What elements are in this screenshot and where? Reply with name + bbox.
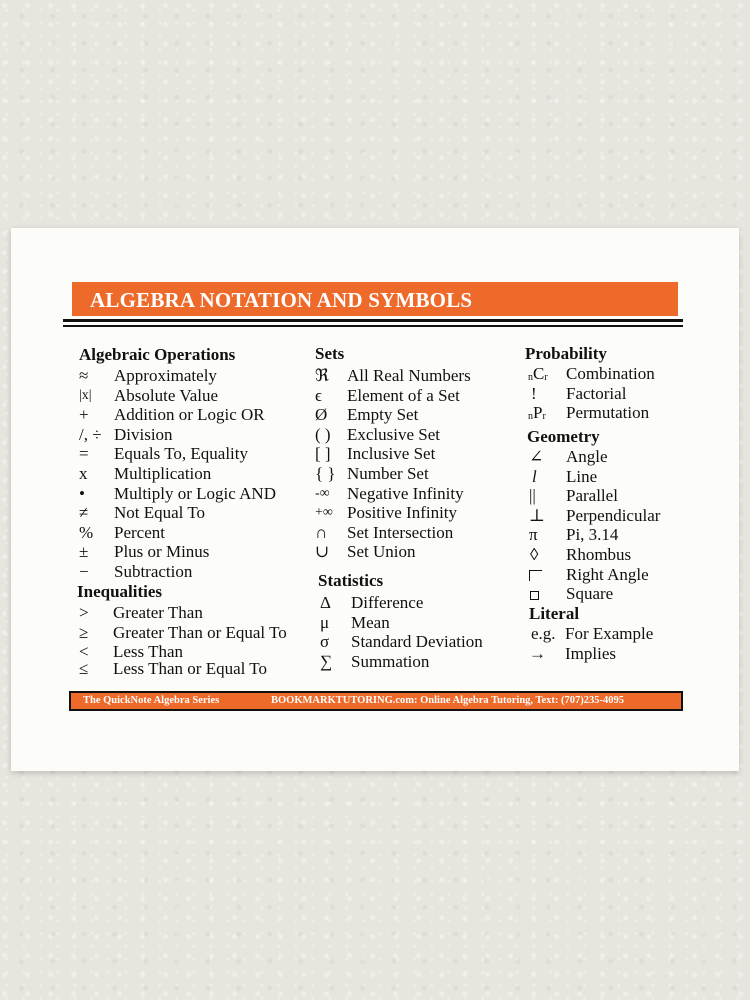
label: Equals To, Equality bbox=[114, 444, 249, 464]
footer-contact: BOOKMARKTUTORING.com: Online Algebra Tutoring, Text: (707)235-4095 bbox=[271, 695, 625, 706]
list-item bbox=[315, 464, 525, 484]
list-item bbox=[318, 632, 528, 652]
perpendicular-icon: ⊥ bbox=[529, 505, 545, 525]
label: Addition or Logic OR bbox=[114, 405, 265, 425]
label: Greater Than or Equal To bbox=[113, 622, 287, 642]
list-item bbox=[318, 613, 528, 633]
label: Difference bbox=[351, 593, 424, 612]
geometry-section bbox=[527, 427, 727, 604]
divider bbox=[63, 325, 683, 327]
symbol: Ø bbox=[315, 405, 328, 425]
label: Parallel bbox=[566, 486, 618, 506]
list-item bbox=[529, 644, 729, 664]
symbol: ≥ bbox=[79, 622, 89, 642]
combination-symbol: $_nC_r$ bbox=[528, 364, 548, 383]
label: Exclusive Set bbox=[347, 424, 441, 444]
symbol: + bbox=[79, 405, 89, 425]
symbol: ≠ bbox=[79, 503, 89, 523]
list-item bbox=[79, 523, 309, 543]
list-item bbox=[315, 503, 525, 523]
label: Combination bbox=[566, 364, 655, 383]
list-item bbox=[527, 565, 727, 585]
section-heading: Literal bbox=[529, 604, 580, 623]
symbol: • bbox=[79, 483, 85, 503]
sets-section bbox=[315, 344, 525, 562]
label: Multiply or Logic AND bbox=[114, 483, 276, 503]
symbol: ≤ bbox=[79, 659, 89, 679]
label: Element of a Set bbox=[347, 385, 460, 405]
list-item bbox=[527, 486, 727, 506]
label: Inclusive Set bbox=[347, 444, 436, 464]
symbol: ≈ bbox=[79, 366, 89, 385]
list-item bbox=[79, 562, 309, 582]
label: Standard Deviation bbox=[351, 632, 483, 652]
symbol: ∩ bbox=[315, 522, 328, 542]
statistics-section bbox=[318, 571, 528, 671]
label: Plus or Minus bbox=[114, 542, 210, 562]
label: Factorial bbox=[566, 383, 627, 403]
label: Implies bbox=[565, 643, 616, 663]
label: Set Union bbox=[347, 542, 416, 562]
list-item bbox=[79, 484, 309, 504]
section-heading: Geometry bbox=[527, 427, 600, 446]
pi-icon: π bbox=[529, 525, 538, 545]
label: Greater Than bbox=[113, 603, 203, 622]
label: Less Than or Equal To bbox=[113, 659, 267, 679]
algebraic-operations-section bbox=[79, 345, 309, 582]
symbol: x bbox=[79, 463, 88, 483]
symbol: < bbox=[79, 642, 89, 662]
label: For Example bbox=[565, 624, 654, 643]
label: Division bbox=[114, 424, 173, 444]
label: Percent bbox=[114, 522, 165, 542]
square-icon bbox=[530, 584, 539, 605]
label: Empty Set bbox=[347, 405, 419, 425]
label: Perpendicular bbox=[566, 505, 661, 525]
list-item bbox=[315, 366, 525, 386]
symbol: +∞ bbox=[315, 505, 333, 521]
angle-icon: ∠ bbox=[529, 447, 544, 466]
symbol: -∞ bbox=[315, 485, 330, 501]
list-item bbox=[77, 659, 317, 679]
label: All Real Numbers bbox=[347, 366, 471, 385]
poster bbox=[11, 228, 739, 771]
list-item bbox=[315, 405, 525, 425]
label: Negative Infinity bbox=[347, 483, 464, 503]
list-item bbox=[315, 386, 525, 406]
list-item bbox=[315, 425, 525, 445]
parallel-icon: || bbox=[529, 486, 536, 506]
list-item bbox=[79, 503, 309, 523]
list-item bbox=[527, 447, 727, 467]
label: Subtraction bbox=[114, 561, 193, 581]
list-item bbox=[525, 403, 725, 423]
label: Pi, 3.14 bbox=[566, 525, 619, 545]
label: Multiplication bbox=[114, 463, 212, 483]
list-item bbox=[79, 405, 309, 425]
section-heading: Sets bbox=[315, 344, 345, 363]
symbol: ∪ bbox=[315, 542, 330, 562]
right-angle-icon bbox=[529, 565, 542, 586]
label: Rhombus bbox=[566, 544, 632, 564]
symbol: ± bbox=[79, 542, 89, 562]
list-item bbox=[318, 593, 528, 613]
inequalities-section bbox=[77, 582, 317, 679]
label: Permutation bbox=[566, 403, 650, 423]
symbol: > bbox=[79, 603, 89, 622]
symbol: ∑ bbox=[320, 651, 333, 671]
label: Mean bbox=[351, 612, 390, 632]
list-item bbox=[79, 386, 309, 406]
label: Positive Infinity bbox=[347, 503, 458, 523]
label: Square bbox=[566, 584, 614, 604]
list-item bbox=[79, 444, 309, 464]
label: Angle bbox=[566, 447, 608, 466]
list-item bbox=[525, 364, 725, 384]
list-item bbox=[527, 506, 727, 526]
label: Right Angle bbox=[566, 564, 649, 584]
symbol: ℜ bbox=[315, 366, 329, 385]
footer bbox=[69, 691, 683, 711]
list-item bbox=[529, 624, 729, 644]
footer-series: The QuickNote Algebra Series bbox=[83, 695, 220, 706]
symbol: [ ] bbox=[315, 444, 331, 464]
line-icon: l bbox=[532, 466, 537, 486]
list-item bbox=[77, 603, 317, 623]
title-bar bbox=[72, 282, 678, 316]
label: Absolute Value bbox=[114, 385, 219, 405]
list-item bbox=[315, 523, 525, 543]
label: Approximately bbox=[114, 366, 217, 385]
list-item bbox=[527, 467, 727, 487]
symbol: ( ) bbox=[315, 424, 331, 444]
section-heading: Inequalities bbox=[77, 582, 163, 601]
list-item bbox=[77, 642, 317, 662]
symbol: % bbox=[79, 522, 94, 542]
list-item bbox=[527, 584, 727, 604]
symbol: ϵ bbox=[315, 385, 322, 405]
symbol: − bbox=[79, 561, 89, 581]
literal-section bbox=[529, 604, 729, 663]
label: Less Than bbox=[113, 642, 184, 662]
list-item bbox=[315, 484, 525, 504]
rhombus-icon: ◊ bbox=[530, 544, 539, 564]
probability-section bbox=[525, 344, 725, 423]
factorial-symbol: ! bbox=[531, 383, 537, 403]
list-item bbox=[79, 425, 309, 445]
label: Line bbox=[566, 466, 598, 486]
list-item bbox=[527, 525, 727, 545]
list-item bbox=[318, 652, 528, 672]
label: Not Equal To bbox=[114, 503, 206, 523]
arrow-icon: → bbox=[529, 643, 546, 663]
section-heading: Statistics bbox=[318, 571, 384, 590]
symbol: μ bbox=[320, 612, 330, 632]
symbol: |x| bbox=[79, 387, 92, 403]
symbol: e.g. bbox=[531, 624, 556, 643]
list-item bbox=[79, 366, 309, 386]
permutation-symbol: $_nP_r$ bbox=[528, 403, 546, 423]
symbol: { } bbox=[315, 463, 336, 483]
list-item bbox=[79, 464, 309, 484]
symbol: = bbox=[79, 444, 89, 464]
list-item bbox=[315, 542, 525, 562]
section-heading: Probability bbox=[525, 344, 607, 363]
symbol: /, ÷ bbox=[79, 424, 102, 444]
list-item bbox=[527, 545, 727, 565]
list-item bbox=[77, 623, 317, 643]
label: Summation bbox=[351, 651, 430, 671]
symbol: Δ bbox=[320, 593, 331, 612]
label: Set Intersection bbox=[347, 522, 454, 542]
list-item bbox=[79, 542, 309, 562]
list-item bbox=[315, 444, 525, 464]
label: Number Set bbox=[347, 463, 429, 483]
list-item bbox=[525, 384, 725, 404]
page-title: ALGEBRA NOTATION AND SYMBOLS bbox=[90, 288, 473, 312]
divider bbox=[63, 319, 683, 322]
section-heading: Algebraic Operations bbox=[79, 345, 236, 364]
symbol: σ bbox=[320, 632, 330, 652]
